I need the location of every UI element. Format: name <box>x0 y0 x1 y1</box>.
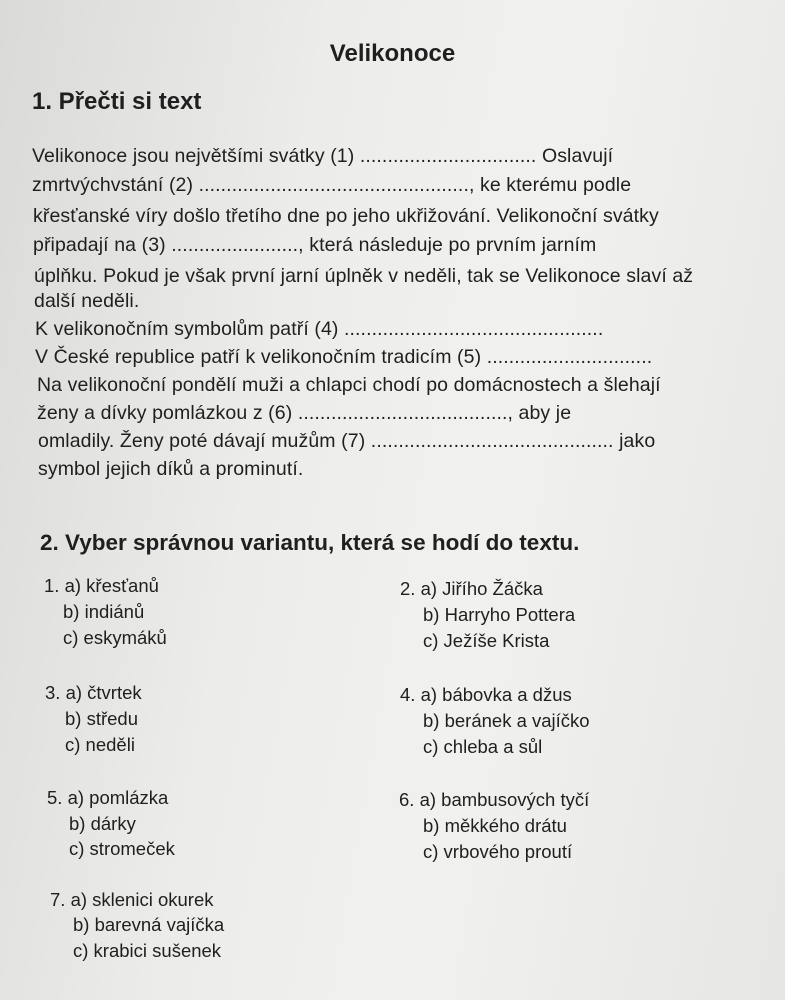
text-line: připadají na (3) ......................., která následuje po prvním jarním <box>33 234 597 256</box>
q7-option-c: c) krabici sušenek <box>73 940 222 961</box>
q5-option-b: b) dárky <box>69 813 136 834</box>
q7-option-b: b) barevná vajíčka <box>73 914 225 935</box>
q1-option-a: 1. a) křesťanů <box>44 575 159 596</box>
text-line: zmrtvýchvstání (2) ................................................., ke kterému podle <box>32 174 632 196</box>
q1-option-c: c) eskymáků <box>63 627 167 648</box>
q6-option-a: 6. a) bambusových tyčí <box>399 789 590 810</box>
q3-option-a: 3. a) čtvrtek <box>45 682 142 703</box>
q5-option-a: 5. a) pomlázka <box>47 787 169 808</box>
section2-heading: 2. Vyber správnou variantu, která se hodí do textu. <box>40 530 580 555</box>
q4-option-b: b) beránek a vajíčko <box>423 710 590 731</box>
section1-heading: 1. Přečti si text <box>32 88 202 115</box>
q4-option-c: c) chleba a sůl <box>423 736 543 757</box>
text-line: další neděli. <box>34 290 140 312</box>
q3-option-c: c) neděli <box>65 734 135 755</box>
q2-option-b: b) Harryho Pottera <box>423 604 576 625</box>
q6-option-c: c) vrbového proutí <box>423 841 573 862</box>
text-line: symbol jejich díků a prominutí. <box>38 458 304 480</box>
q1-option-b: b) indiánů <box>63 601 145 622</box>
q6-option-b: b) měkkého drátu <box>423 815 567 836</box>
text-line: Na velikonoční pondělí muži a chlapci chodí po domácnostech a šlehají <box>37 374 661 396</box>
q2-option-a: 2. a) Jiřího Žáčka <box>400 578 543 599</box>
text-line: omladily. Ženy poté dávají mužům (7) ............................................ jako <box>38 430 656 452</box>
page-title: Velikonoce <box>329 40 456 67</box>
q4-option-a: 4. a) bábovka a džus <box>400 684 572 705</box>
text-line: úplňku. Pokud je však první jarní úplněk v neděli, tak se Velikonoce slaví až <box>34 265 694 287</box>
q2-option-c: c) Ježíše Krista <box>423 630 550 651</box>
text-line: ženy a dívky pomlázkou z (6) ......................................, aby je <box>37 402 572 424</box>
text-line: Velikonoce jsou největšími svátky (1) ................................ Oslavují <box>32 145 614 167</box>
text-line: V České republice patří k velikonočním tradicím (5) .............................. <box>35 346 653 368</box>
text-line: křesťanské víry došlo třetího dne po jeho ukřižování. Velikonoční svátky <box>33 205 659 227</box>
q7-option-a: 7. a) sklenici okurek <box>50 889 214 910</box>
q3-option-b: b) středu <box>65 708 139 729</box>
text-line: K velikonočním symbolům patří (4) ............................................... <box>35 318 604 340</box>
q5-option-c: c) stromeček <box>69 838 175 859</box>
